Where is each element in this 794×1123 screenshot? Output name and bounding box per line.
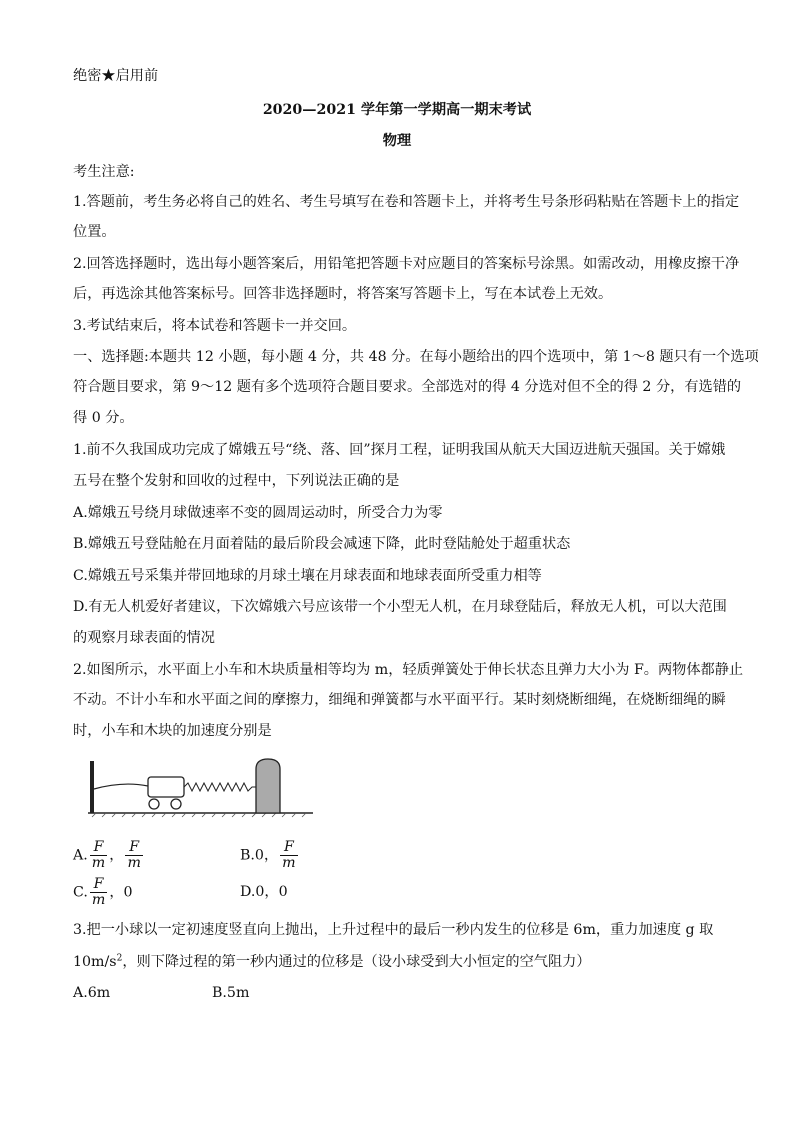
fraction-f-over-m: $\frac{F}{m}$ [91, 839, 106, 871]
question-1-stem-cont: 五号在整个发射和回收的过程中，下列说法正确的是 [73, 473, 400, 489]
section-intro: 一、选择题:本题共 12 小题，每小题 4 分，共 48 分。在每小题给出的四个选项中，第 1～8 题只有一个选项 [73, 349, 759, 365]
spring [184, 783, 256, 791]
section-intro-cont-2: 得 0 分。 [73, 410, 134, 426]
question-2-option-a: A. $\frac{F}{m}$ ， $\frac{F}{m}$ [73, 839, 141, 871]
question-2-option-b: B.0， $\frac{F}{m}$ [240, 839, 296, 871]
question-3-stem-cont: $10m/s^2$，则下降过程的第一秒内通过的位移是（设小球受到大小恒定的空气阻力） [73, 953, 591, 970]
question-2-stem-cont-1: 不动。不计小车和水平面之间的摩擦力，细绳和弹簧都与水平面平行。某时刻烧断细绳，在烧断细绳的瞬 [73, 692, 726, 708]
question-1-option-a: A.嫦娥五号绕月球做速率不变的圆周运动时，所受合力为零 [73, 505, 443, 521]
cart-wheel-left [149, 799, 159, 809]
question-1-option-b: B.嫦娥五号登陆舱在月面着陆的最后阶段会减速下降，此时登陆舱处于超重状态 [73, 536, 571, 552]
fraction-f-over-m: $\frac{F}{m}$ [282, 839, 296, 871]
fraction-f-over-m: $\frac{F}{m}$ [91, 876, 106, 908]
question-2-stem: 2.如图所示，水平面上小车和木块质量相等均为 m，轻质弹簧处于伸长状态且弹力大小为 F。两物体都静止 [73, 662, 744, 678]
wood-block [256, 759, 280, 813]
cart-spring-figure [88, 755, 328, 825]
wall [90, 761, 94, 813]
section-intro-cont-1: 符合题目要求，第 9～12 题有多个选项符合题目要求。全部选对的得 4 分选对但不全的得 2 分，有选错的 [73, 379, 742, 395]
exam-title: 2020—2021 学年第一学期高一期末考试 [262, 102, 532, 118]
secret-label: 绝密★启用前 [73, 68, 159, 84]
notice-item-2: 2.回答选择题时，选出每小题答案后，用铅笔把答题卡对应题目的答案标号涂黑。如需改动，用橡皮擦干净 [73, 256, 740, 272]
rope [94, 784, 148, 789]
question-1-option-c: C.嫦娥五号采集并带回地球的月球土壤在月球表面和地球表面所受重力相等 [73, 568, 542, 584]
question-2-option-c: C. $\frac{F}{m}$ ，0 [73, 876, 133, 908]
cart-spring-diagram [88, 755, 328, 821]
notice-item-1: 1.答题前，考生务必将自己的姓名、考生号填写在卷和答题卡上，并将考生号条形码粘贴在答题卡上的指定 [73, 194, 740, 210]
question-2-option-d: D.0，0 [240, 884, 288, 900]
question-3-stem: 3.把一小球以一定初速度竖直向上抛出，上升过程中的最后一秒内发生的位移是 6m，重力加速度 g 取 [73, 922, 714, 938]
notice-item-3: 3.考试结束后，将本试卷和答题卡一并交回。 [73, 318, 357, 334]
question-1-option-d: D.有无人机爱好者建议，下次嫦娥六号应该带一个小型无人机，在月球登陆后，释放无人机，可以大范围 [73, 599, 727, 615]
question-3-option-b: B.5m [212, 985, 250, 1001]
notice-heading: 考生注意: [73, 164, 135, 180]
question-2-stem-cont-2: 时，小车和木块的加速度分别是 [73, 723, 272, 739]
question-3-option-a: A.6m [73, 985, 111, 1001]
cart-body [148, 777, 184, 797]
notice-item-2-cont: 后，再选涂其他答案标号。回答非选择题时，将答案写答题卡上，写在本试卷上无效。 [73, 286, 613, 302]
fraction-f-over-m: $\frac{F}{m}$ [127, 839, 141, 871]
question-1-option-d-cont: 的观察月球表面的情况 [73, 630, 215, 646]
cart-wheel-right [171, 799, 181, 809]
notice-item-1-cont: 位置。 [73, 224, 116, 240]
question-1-stem: 1.前不久我国成功完成了嫦娥五号“绕、落、回”探月工程，证明我国从航天大国迈进航天强国。关于嫦娥 [73, 442, 726, 458]
subject-title: 物理 [382, 133, 412, 149]
